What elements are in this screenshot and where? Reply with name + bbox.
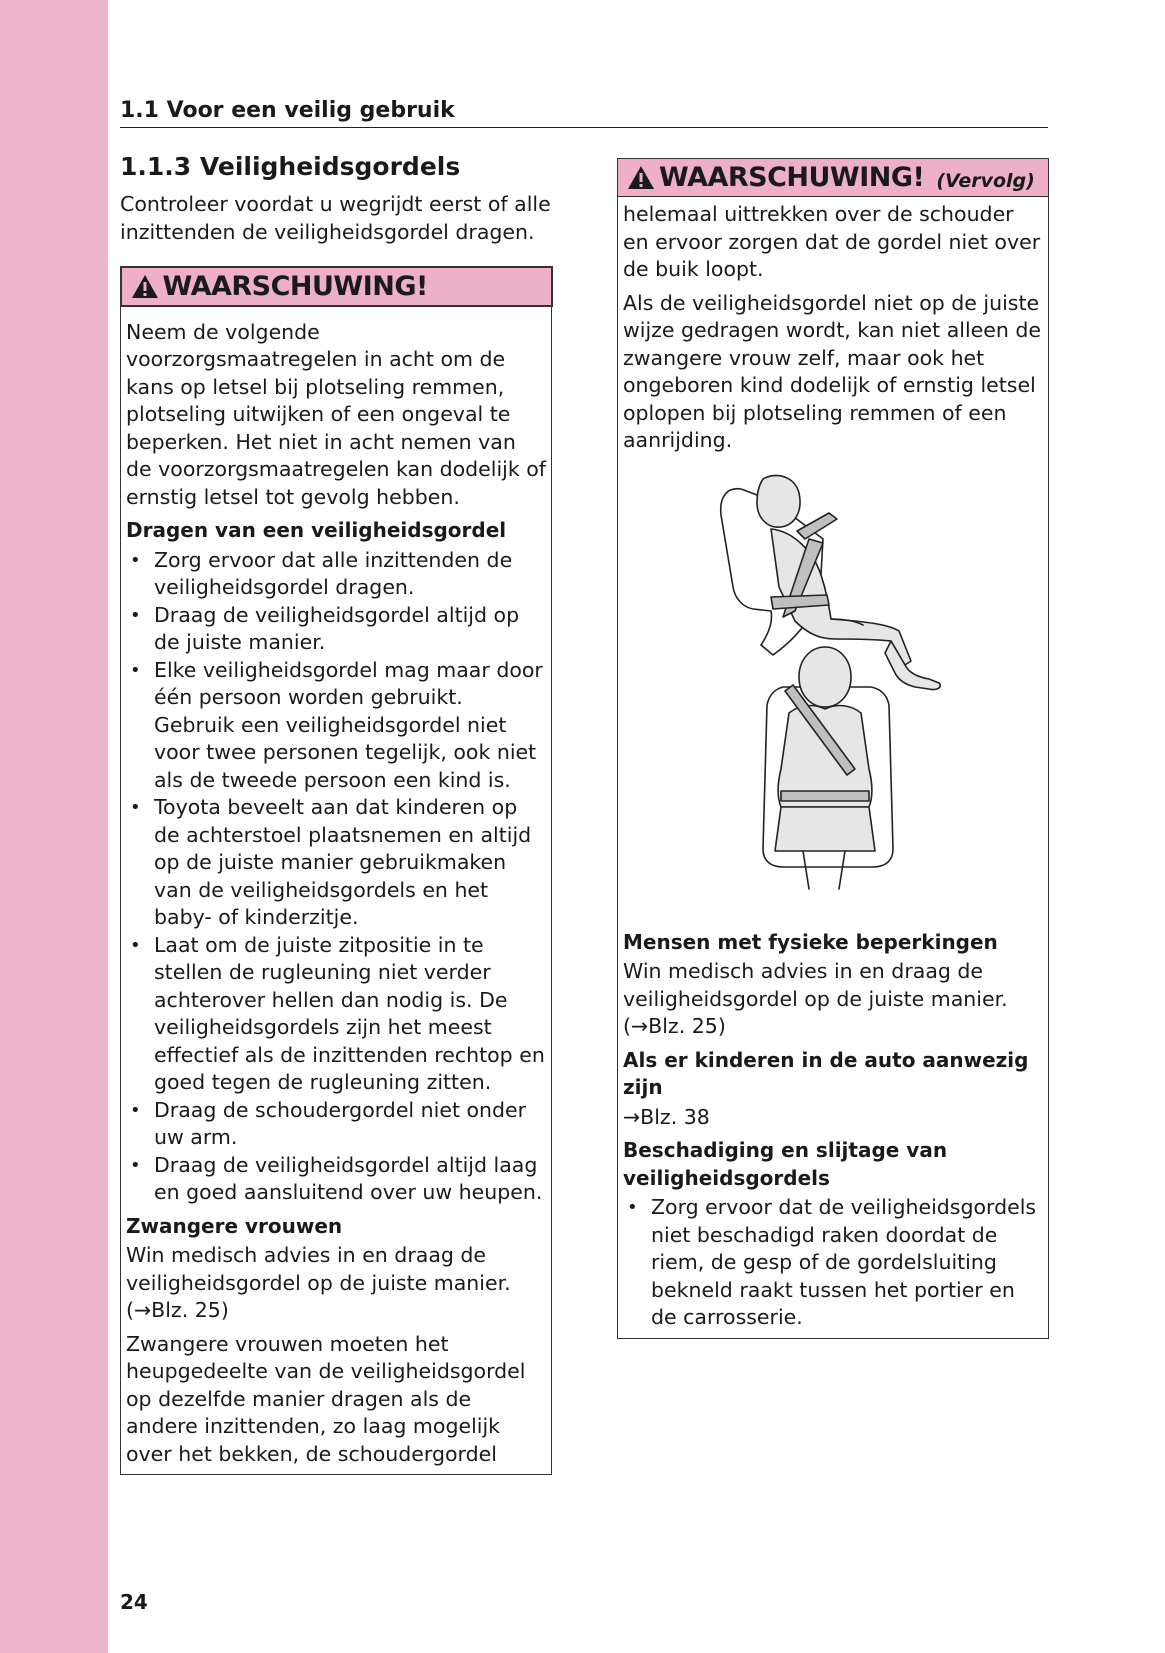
warning-box [120,266,552,1475]
heading-children: Als er kinderen in de auto aanwezig zijn [623,1047,1029,1099]
disabled-paragraph: Win medisch advies in en draag de veiligheidsgordel op de juiste manier. (→Blz. 25) [623,959,1008,1038]
intro-text: Controleer voordat u wegrijdt eerst of alle inzittenden de veiligheidsgordel dragen. [120,192,551,244]
right-column [617,158,1049,1339]
warning-body-continued [618,197,1048,1338]
wearing-bullet-list [126,547,546,1207]
warning-triangle-icon [626,164,656,191]
continued-paragraph-2: Als de veiligheidsgordel niet op de juiste wijze gedragen wordt, kan niet alleen de zwangere vrouw zelf, maar ook het ongeboren kind dodelijk of ernstig letsel oplopen bij plotseling remmen of een aanrijding. [623,290,1042,452]
children-reference: →Blz. 38 [623,1104,710,1129]
warning-triangle-icon [130,273,160,300]
warning-title: WAARSCHUWING! [659,162,925,193]
warning-header-continued [618,159,1048,197]
pregnant-paragraph-2: Zwangere vrouwen moeten het heupgedeelte van de veiligheidsgordel op dezelfde manier dragen als de andere inzittenden, zo laag mogelijk over het bekken, de schoudergordel [126,1331,526,1466]
list-item: • Zorg ervoor dat alle inzittenden de veiligheidsgordel dragen. [126,547,546,602]
warning-intro: Neem de volgende voorzorgsmaatregelen in acht om de kans op letsel bij plotseling remmen, plotseling uitwijken of een ongeval te beperken. Het niet in acht nemen van de voorzorgsmaatregelen kan dodelijk of ernstig letsel tot gevolg hebben. [126,319,547,509]
list-item: • Draag de veiligheidsgordel altijd laag en goed aansluitend over uw heupen. [126,1152,546,1207]
warning-body [121,315,551,1475]
section-header: 1.1 Voor een veilig gebruik [120,98,1048,128]
left-column [120,152,552,1475]
subsection-title: 1.1.3 Veiligheidsgordels [120,152,461,181]
seatbelt-illustration [623,469,1043,909]
damage-bullet-list [623,1194,1043,1332]
continued-paragraph-1: helemaal uittrekken over de schouder en ervoor zorgen dat de gordel niet over de buik loopt. [623,202,1041,281]
side-color-band [0,0,108,1653]
list-item: • Draag de schoudergordel niet onder uw arm. [126,1097,546,1152]
heading-wearing-belt: Dragen van een veiligheidsgordel [126,518,507,542]
list-item: • Zorg ervoor dat de veiligheidsgordels niet beschadigd raken doordat de riem, de gesp of de gordelsluiting bekneld raakt tussen het portier en de carrosserie. [623,1194,1043,1332]
heading-damage: Beschadiging en slijtage van veiligheidsgordels [623,1138,948,1190]
list-item: • Elke veiligheidsgordel mag maar door één persoon worden gebruikt. Gebruik een veiligheidsgordel niet voor twee personen tegelijk, ook niet als de tweede persoon een kind is. [126,657,546,795]
list-item: • Draag de veiligheidsgordel altijd op de juiste manier. [126,602,546,657]
front-view-illustration [763,647,893,889]
pregnant-paragraph-1: Win medisch advies in en draag de veiligheidsgordel op de juiste manier. (→Blz. 25) [126,1243,511,1322]
warning-box-continued [617,158,1049,1339]
warning-header [120,266,553,307]
warning-subtitle: (Vervolg) [936,169,1035,192]
heading-physical-disabilities: Mensen met fysieke beperkingen [623,929,998,954]
list-item: • Toyota beveelt aan dat kinderen op de achterstoel plaatsnemen en altijd op de juiste manier gebruikmaken van de veiligheidsgordels en het baby- of kinderzitje. [126,794,546,932]
page-number: 24 [120,1590,148,1614]
warning-title: WAARSCHUWING! [162,270,428,302]
heading-pregnant-women: Zwangere vrouwen [126,1213,343,1238]
list-item: • Laat om de juiste zitpositie in te stellen de rugleuning niet verder achterover hellen dan nodig is. De veiligheidsgordels zijn het meest effectief als de inzittenden rechtop en goed tegen de rugleuning zitten. [126,932,546,1097]
